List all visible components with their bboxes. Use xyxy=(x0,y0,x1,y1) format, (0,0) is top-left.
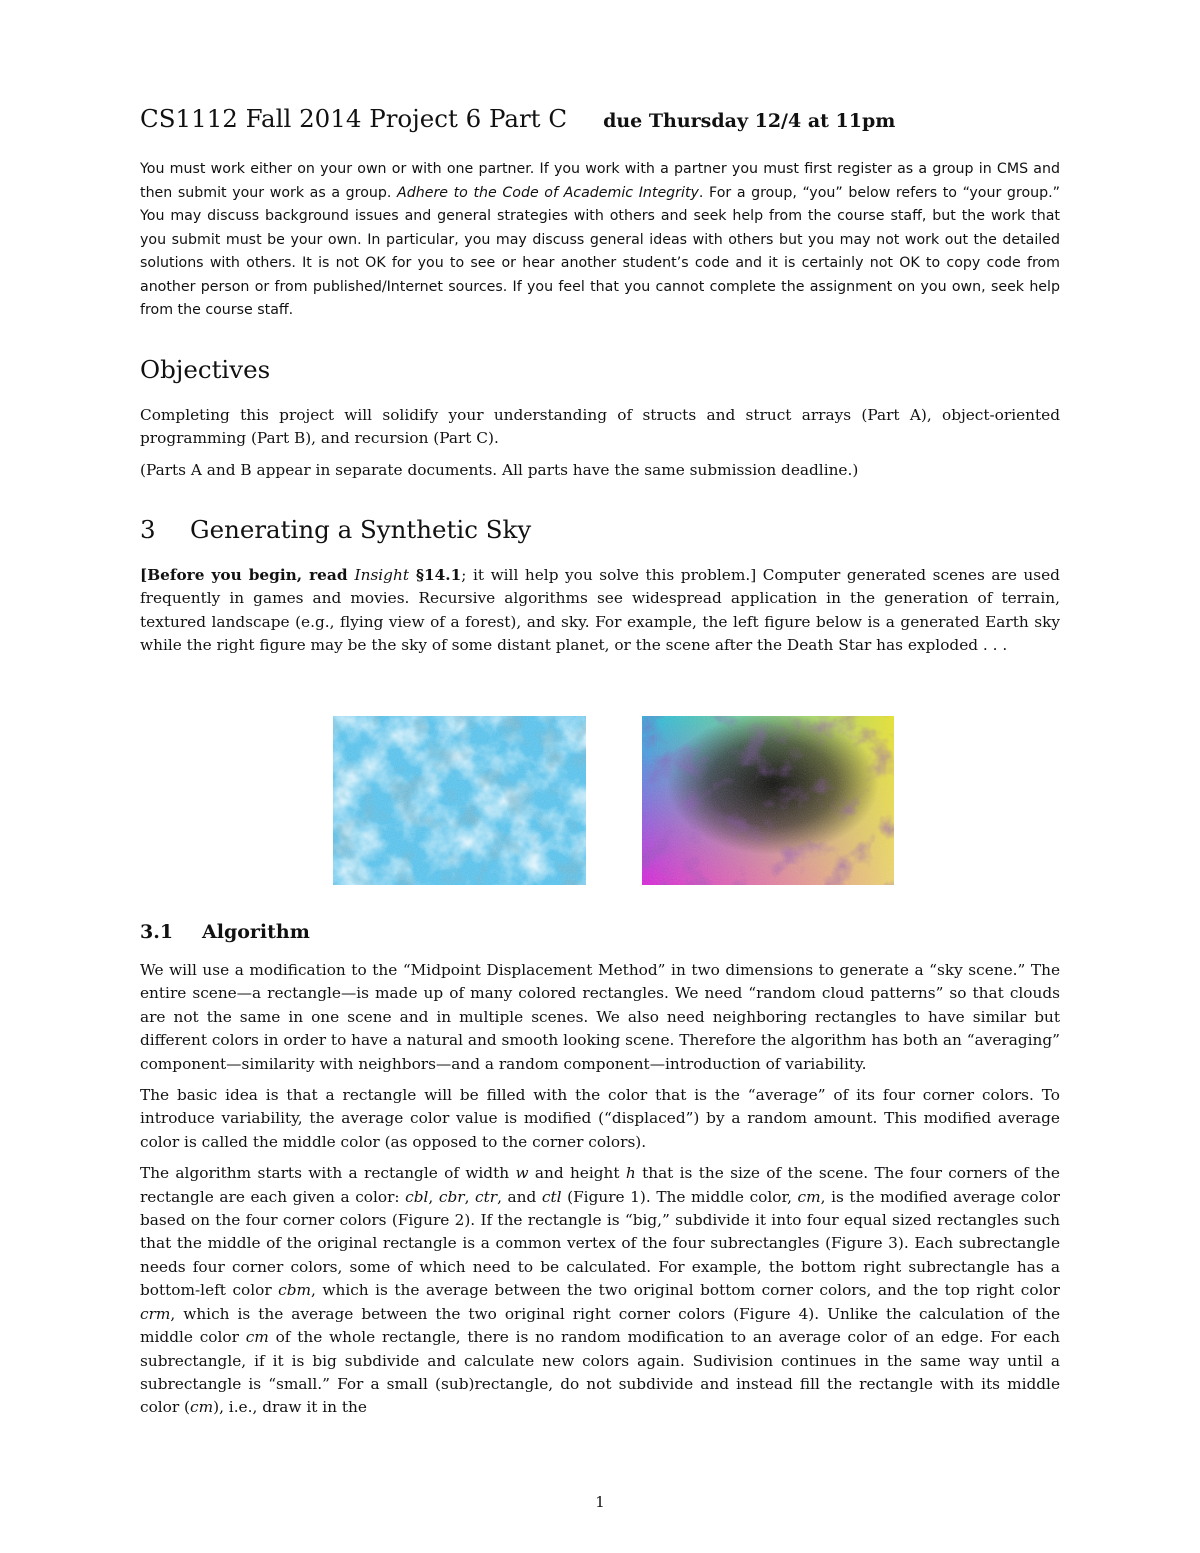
p3-text-g: , which is the average between the two original right corner colors (Figure 4). Unlike the calculation of the middle color xyxy=(140,1304,1060,1347)
insight-text: Insight xyxy=(354,566,409,584)
section-ref-text: §14.1 xyxy=(408,566,462,584)
section-3-1-heading xyxy=(140,921,310,943)
algorithm-body xyxy=(140,959,1060,1428)
intro-paragraph xyxy=(140,158,1060,323)
var-cbm: cbm xyxy=(278,1281,312,1300)
p3-text-d: (Figure 1). The middle color, xyxy=(561,1187,798,1206)
var-cm: cm xyxy=(797,1187,821,1206)
p3-text-i: ), i.e., draw it in the xyxy=(213,1398,367,1417)
p3-text-a: The algorithm starts with a rectangle of width xyxy=(140,1164,516,1183)
p3-and: , and xyxy=(497,1187,542,1206)
algorithm-paragraph-1: We will use a modification to the “Midpoint Displacement Method” in two dimensions to generate a “sky scene.” The entire scene—a rectangle—is made up of many colored rectangles. We need “random cloud patterns” so that clouds are not the same in one scene and in multiple scenes. We also need neighboring rectangles to have similar but different colors in order to have a natural and smooth looking scene. Therefore the algorithm has both an “averaging” component—similarity with neighbors—and a random component—introduction of variability. xyxy=(140,961,1060,1073)
p3-text-h: of the whole rectangle, there is no random modification to an average color of an edge. For each subrectangle, if it is big subdivide and calculate new colors again. Sudivision continues in the same way until a subrectangle is “small.” For a small (sub)rectangle, do not subdivide and instead fill the rectangle with its middle color ( xyxy=(140,1328,1060,1417)
earth-sky-image xyxy=(333,716,586,885)
algorithm-paragraph-2: The basic idea is that a rectangle will be filled with the color that is the “average” of its four corner colors. To introduce variability, the average color value is modified (“displaced”) by a random amount. This modified average color is called the middle color (as opposed to the corner colors). xyxy=(140,1086,1060,1151)
var-ctl: ctl xyxy=(541,1187,562,1206)
section-3-text: ; it will help you solve this problem.] Computer generated scenes are used frequently in games and movies. Recursive algorithms see widespread application in the generation of terrain, textured landscape (e.g., flying view of a forest), and sky. For example, the left figure below is a generated Earth sky while the right figure may be the sky of some distant planet, or the scene after the Death Star has exploded . . . xyxy=(140,566,1060,655)
academic-integrity-text: Adhere to the Code of Academic Integrity xyxy=(397,184,699,201)
var-crm: crm xyxy=(140,1304,171,1323)
var-cm-2: cm xyxy=(245,1328,269,1347)
intro-text-2: . For a group, “you” below refers to “your group.” You may discuss background issues and general strategies with others and seek help from the course staff, but the work that you submit must be your own. In particular, you may discuss general ideas with others but you may not work out the detailed solutions with others. It is not OK for you to see or hear another student’s code and it is certainly not OK to copy code from another person or from published/Internet sources. If you feel that you cannot complete the assignment on you own, seek help from the course staff. xyxy=(140,184,1060,318)
var-cm-3: cm xyxy=(190,1398,214,1417)
section-3-paragraph xyxy=(140,564,1060,658)
earth-sky-svg xyxy=(333,716,586,885)
objectives-paragraph-1: Completing this project will solidify your understanding of structs and struct arrays (Part A), object-oriented programming (Part B), and recursion (Part C). xyxy=(140,406,1060,448)
var-h: h xyxy=(625,1164,636,1183)
before-begin-text: [Before you begin, read xyxy=(140,566,355,584)
var-cbl: cbl xyxy=(405,1187,429,1206)
title-line xyxy=(140,104,1060,133)
p3-comma-2: , xyxy=(464,1187,476,1206)
p3-text-f: , which is the average between the two original bottom corner colors, and the top right color xyxy=(311,1281,1060,1300)
alien-sky-image xyxy=(642,716,894,885)
page-number: 1 xyxy=(595,1493,605,1511)
document-title: CS1112 Fall 2014 Project 6 Part C xyxy=(140,104,568,133)
section-3-1-number: 3.1 xyxy=(140,921,174,943)
section-3-title: Generating a Synthetic Sky xyxy=(190,515,532,544)
section-3-1-title: Algorithm xyxy=(202,921,310,943)
section-3-body xyxy=(140,564,1060,666)
var-w: w xyxy=(515,1164,529,1183)
intro-text-1: You must work either on your own or with one partner. If you work with a partner you must first register as a group in CMS and then submit your work as a group. xyxy=(140,161,1060,201)
p3-comma-1: , xyxy=(428,1187,439,1206)
p3-text-c: that is the size of the scene. The four corners of the rectangle are each given a color: xyxy=(140,1164,1060,1206)
section-3-number: 3 xyxy=(140,515,156,544)
due-date: due Thursday 12/4 at 11pm xyxy=(603,110,896,132)
objectives-paragraph-2: (Parts A and B appear in separate documents. All parts have the same submission deadline.) xyxy=(140,460,859,479)
var-cbr: cbr xyxy=(438,1187,465,1206)
section-3-heading xyxy=(140,515,531,544)
alien-sky-svg xyxy=(642,716,894,885)
objectives-heading: Objectives xyxy=(140,355,271,384)
p3-text-e: , is the modified average color based on the four corner colors (Figure 2). If the rectangle is “big,” subdivide it into four equal sized rectangles such that the middle of the original rectangle is a common vertex of the four subrectangles (Figure 3). Each subrectangle needs four corner colors, some of which need to be calculated. For example, the bottom right subrectangle has a bottom-left color xyxy=(140,1187,1060,1300)
var-ctr: ctr xyxy=(475,1187,498,1206)
p3-text-b: and height xyxy=(528,1164,626,1183)
objectives-body xyxy=(140,404,1060,490)
algorithm-paragraph-3 xyxy=(140,1162,1060,1419)
